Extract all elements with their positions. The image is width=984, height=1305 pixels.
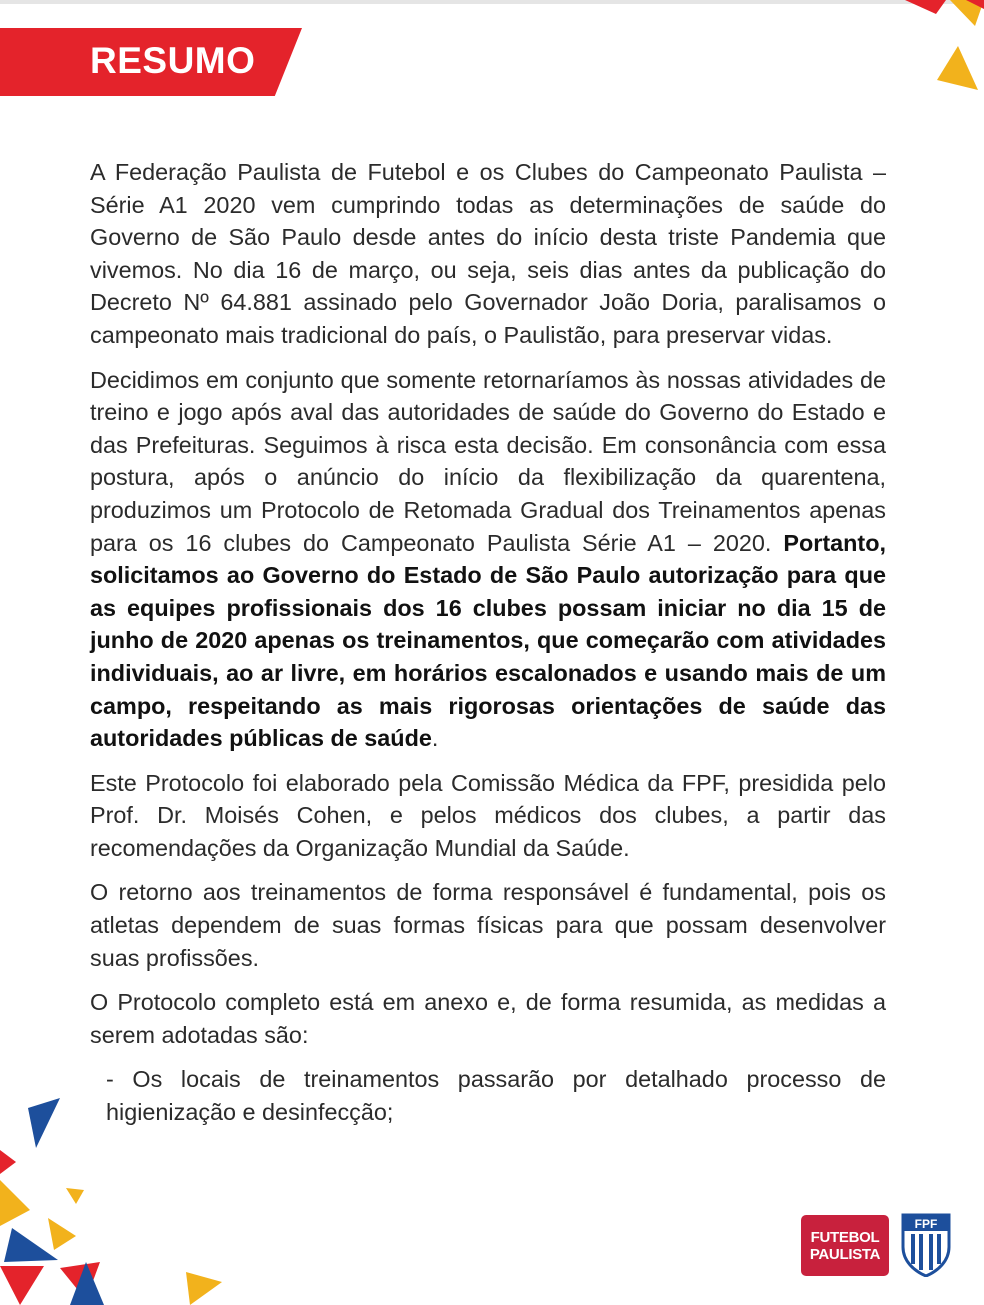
list-item: - Os locais de treinamentos passarão por detalhado processo de higienização e desinfecção; [106, 1066, 886, 1126]
document-body [90, 156, 886, 1141]
paragraph-1: A Federação Paulista de Futebol e os Clubes do Campeonato Paulista – Série A1 2020 vem cumprindo todas as determinações de saúde do Governo de São Paulo desde antes do início desta triste Pandemia que vivemos. No dia 16 de março, ou seja, seis dias antes da publicação do Decreto Nº 64.881 assinado pelo Governador João Doria, paralisamos o campeonato mais tradicional do país, o Paulistão, para preservar vidas. [90, 159, 886, 348]
futebol-paulista-logo: FUTEBOL PAULISTA [801, 1215, 889, 1276]
fpf-crest-logo [900, 1213, 952, 1277]
paragraph-3: Este Protocolo foi elaborado pela Comissão Médica da FPF, presidida pelo Prof. Dr. Moisés Cohen, e pelos médicos dos clubes, a partir das recomendações da Organização Mundial da Saúde. [90, 769, 886, 861]
paragraph-4: O retorno aos treinamentos de forma responsável é fundamental, pois os atletas dependem de suas formas físicas para que possam desenvolver suas profissões. [90, 879, 886, 971]
paragraph-5: O Protocolo completo está em anexo e, de forma resumida, as medidas a serem adotadas são: [90, 989, 886, 1048]
fpf-label: FPF [914, 1217, 938, 1231]
paragraph-2: Decidimos em conjunto que somente retornaríamos às nossas atividades de treino e jogo após aval das autoridades de saúde do Governo do Estado e das Prefeituras. Seguimos à risca esta decisão. Em consonância com essa postura, após o anúncio do início da flexibilização da quarentena, produzimos um Protocolo de Retomada Gradual dos Treinamentos apenas para os 16 clubes do Campeonato Paulista Série A1 – 2020. Portanto, solicitamos ao Governo do Estado de São Paulo autorização para que as equipes profissionais dos 16 clubes possam iniciar no dia 15 de junho de 2020 apenas os treinamentos, que começarão com atividades individuais, ao ar livre, em horários escalonados e usando mais de um campo, respeitando as mais rigorosas orientações de saúde das autoridades públicas de saúde. [90, 366, 886, 752]
highlighted-request: Portanto, solicitamos ao Governo do Estado de São Paulo autorização para que as equipes profissionais dos 16 clubes possam iniciar no dia 15 de junho de 2020 apenas os treinamentos, que começarão com atividades individuais, ao ar livre, em horários escalonados e usando mais de um campo, respeitando as mais rigorosas orientações de saúde das autoridades públicas de saúde [90, 529, 886, 752]
page-title: RESUMO [90, 40, 256, 81]
